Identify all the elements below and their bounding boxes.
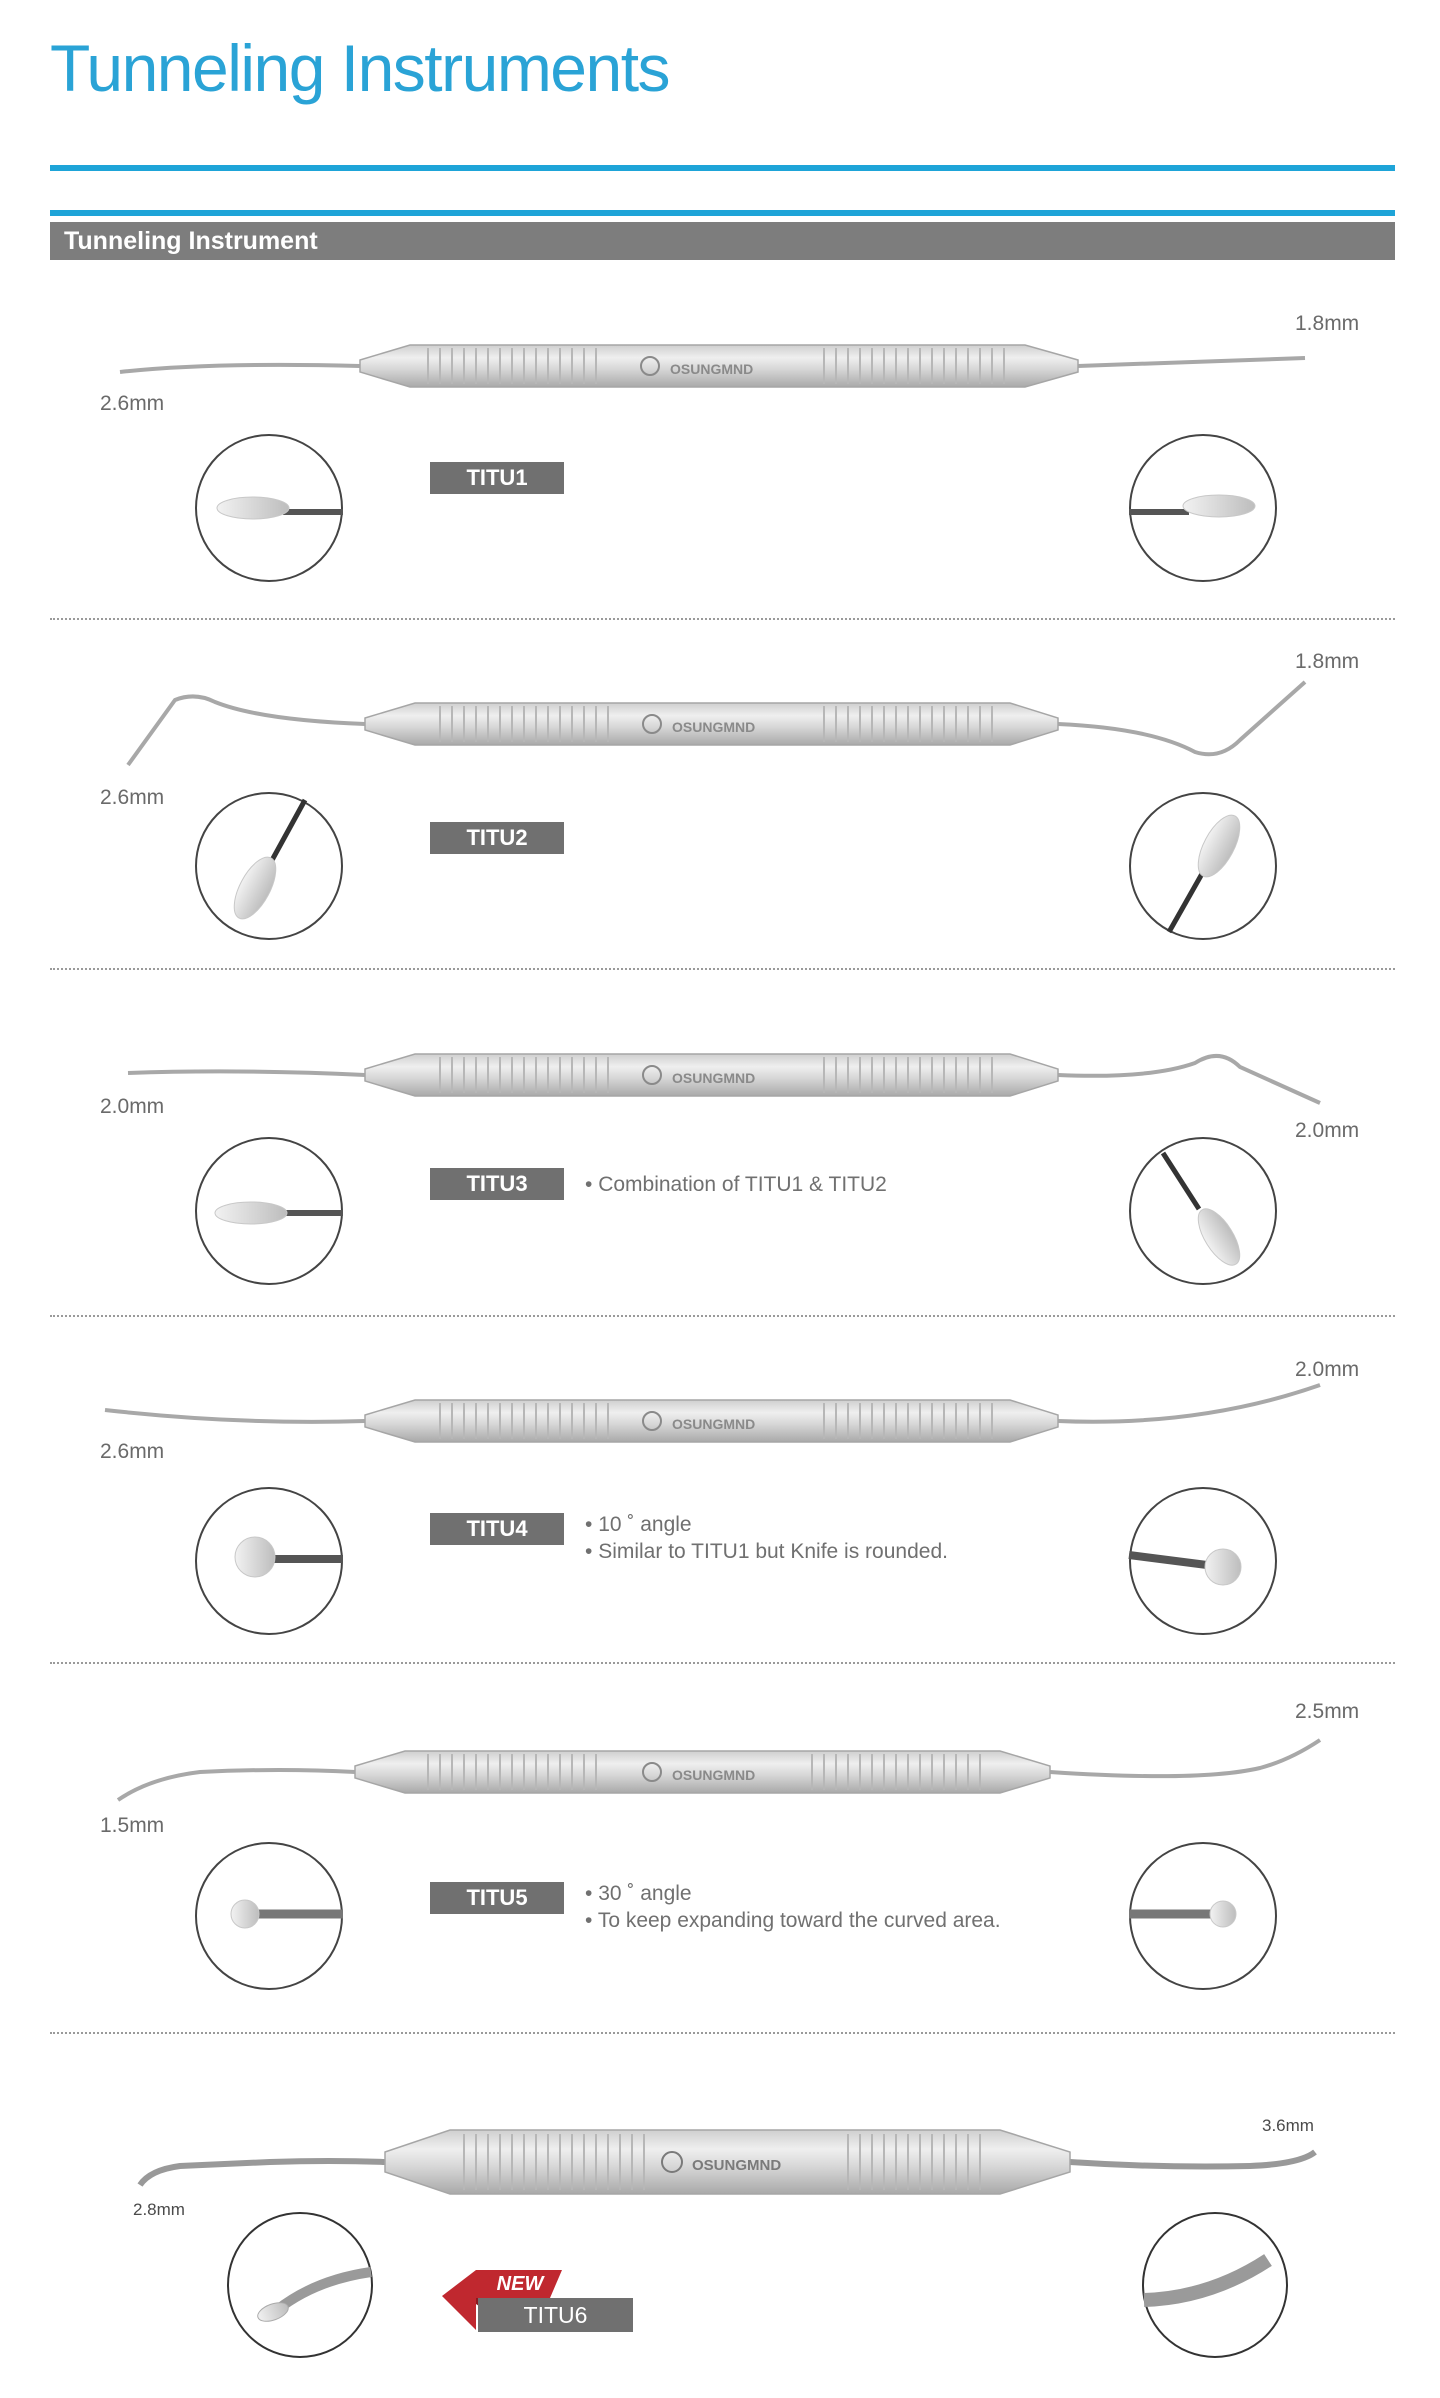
svg-text:OSUNGMND: OSUNGMND	[692, 2157, 782, 2174]
instrument-titu3	[0, 1025, 1440, 1135]
new-badge-label: NEW	[496, 2273, 544, 2295]
left-tip-detail	[193, 790, 345, 942]
right-tip-detail	[1140, 2210, 1290, 2360]
product-code: TITU5	[430, 1882, 564, 1914]
product-note: • 30 ˚ angle	[585, 1880, 1001, 1907]
instrument-titu4	[0, 1355, 1440, 1465]
instrument-titu5	[0, 1700, 1440, 1820]
section-rule	[50, 210, 1395, 216]
right-tip-detail	[1127, 790, 1279, 942]
left-tip-size: 1.5mm	[100, 1814, 165, 1837]
product-note: • 10 ˚ angle	[585, 1511, 948, 1538]
left-tip-detail	[193, 432, 345, 584]
svg-text:OSUNGMND: OSUNGMND	[672, 1070, 756, 1086]
left-tip-size: 2.6mm	[100, 392, 165, 415]
left-tip-size: 2.8mm	[133, 2200, 185, 2219]
right-tip-size: 2.0mm	[1295, 1119, 1360, 1142]
left-tip-size: 2.6mm	[100, 1440, 165, 1463]
section-title: Tunneling Instrument	[50, 222, 1395, 260]
divider	[50, 2032, 1395, 2034]
right-tip-size: 1.8mm	[1295, 312, 1360, 335]
svg-text:OSUNGMND: OSUNGMND	[670, 361, 754, 377]
product-note: • Similar to TITU1 but Knife is rounded.	[585, 1538, 948, 1565]
instrument-titu6	[0, 2090, 1440, 2200]
left-tip-size: 2.0mm	[100, 1095, 165, 1118]
divider	[50, 1315, 1395, 1317]
left-tip-size: 2.6mm	[100, 786, 165, 809]
right-tip-detail	[1127, 1485, 1279, 1637]
left-tip-detail	[193, 1485, 345, 1637]
divider	[50, 968, 1395, 970]
svg-text:OSUNGMND: OSUNGMND	[672, 719, 756, 735]
left-tip-detail	[225, 2210, 375, 2360]
divider	[50, 1662, 1395, 1664]
right-tip-size: 3.6mm	[1262, 2116, 1314, 2135]
instrument-titu1	[0, 300, 1440, 430]
right-tip-detail	[1127, 1135, 1279, 1287]
right-tip-size: 2.5mm	[1295, 1700, 1360, 1723]
right-tip-size: 1.8mm	[1295, 650, 1360, 673]
product-code: TITU6	[478, 2298, 633, 2332]
right-tip-size: 2.0mm	[1295, 1358, 1360, 1381]
left-tip-detail	[193, 1840, 345, 1992]
svg-text:OSUNGMND: OSUNGMND	[672, 1767, 756, 1783]
product-note: • To keep expanding toward the curved area.	[585, 1907, 1001, 1934]
right-tip-detail	[1127, 1840, 1279, 1992]
product-note: • Combination of TITU1 & TITU2	[585, 1171, 887, 1198]
product-code: TITU2	[430, 822, 564, 854]
product-code: TITU1	[430, 462, 564, 494]
divider	[50, 618, 1395, 620]
product-code: TITU3	[430, 1168, 564, 1200]
product-notes	[585, 1171, 887, 1198]
svg-text:OSUNGMND: OSUNGMND	[672, 1416, 756, 1432]
header-rule	[50, 165, 1395, 171]
right-tip-detail	[1127, 432, 1279, 584]
product-notes	[585, 1511, 948, 1565]
product-notes	[585, 1880, 1001, 1934]
product-code: TITU4	[430, 1513, 564, 1545]
left-tip-detail	[193, 1135, 345, 1287]
instrument-titu2	[0, 640, 1440, 780]
page-title: Tunneling Instruments	[50, 31, 670, 105]
